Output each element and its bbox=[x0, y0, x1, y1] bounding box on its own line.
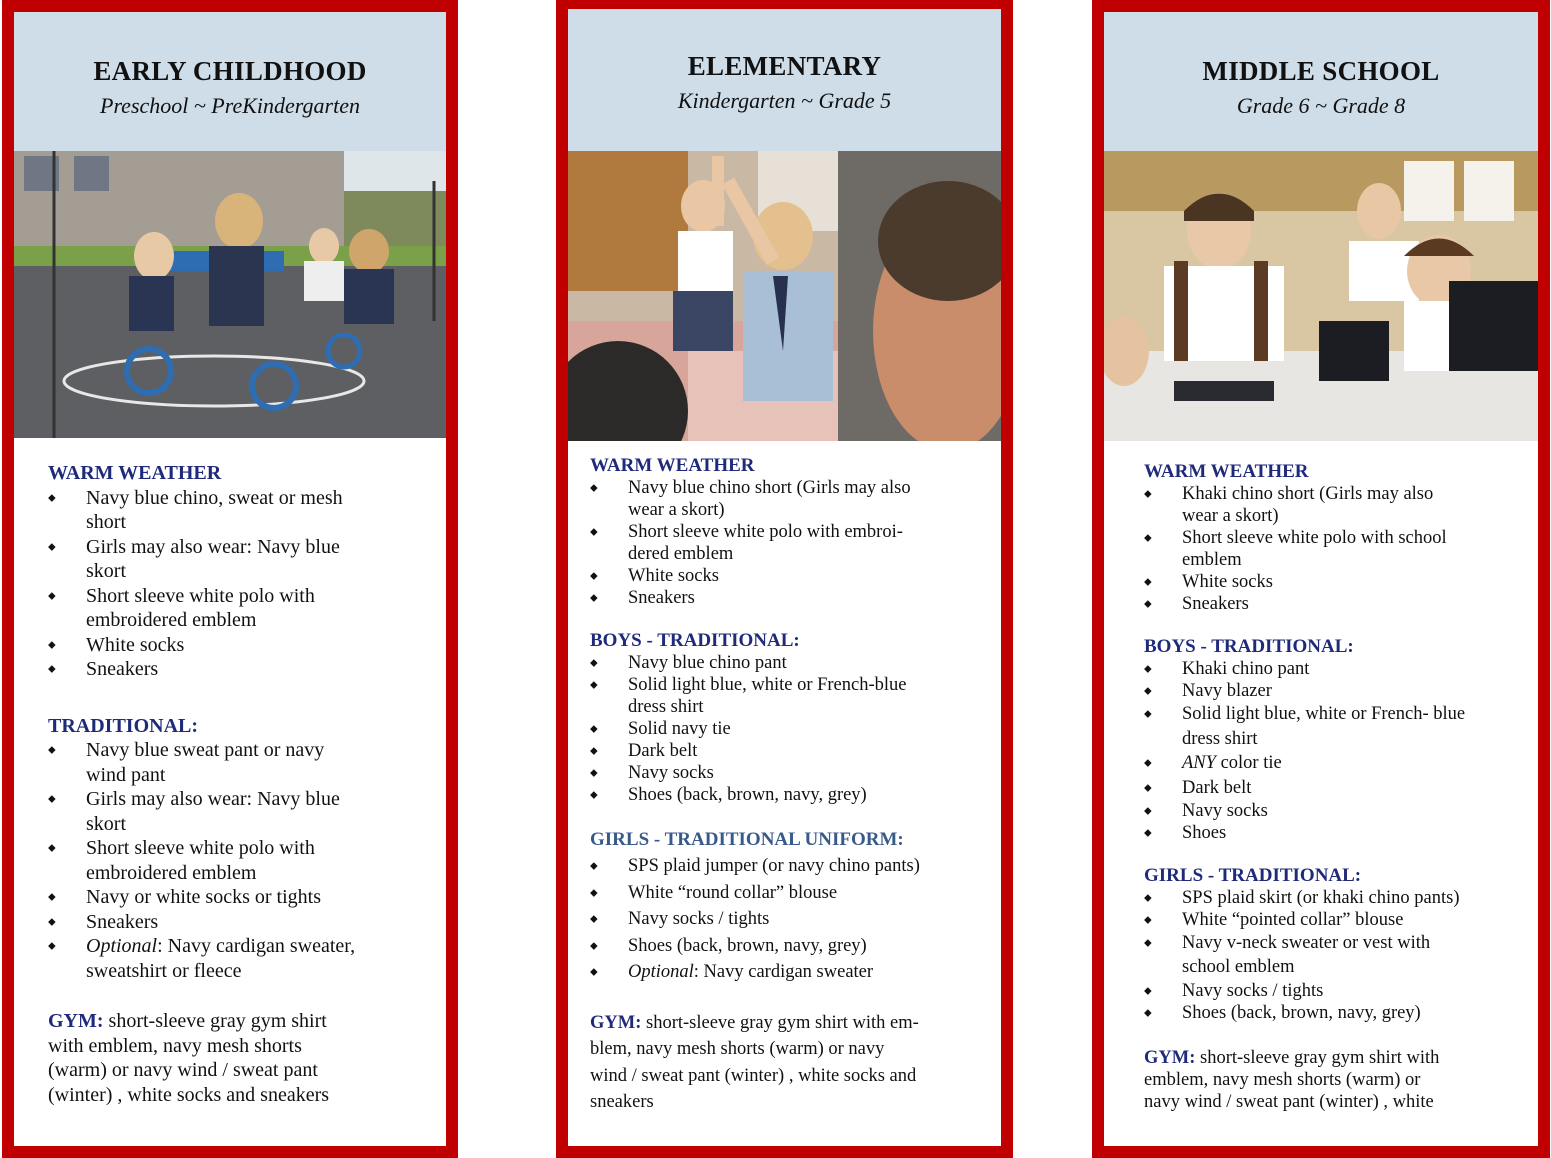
section-heading: BOYS - TRADITIONAL: bbox=[1144, 636, 1354, 657]
bullet-icon: ⬥ bbox=[48, 540, 56, 553]
list-item bbox=[48, 633, 428, 658]
section-heading: GIRLS - TRADITIONAL: bbox=[1144, 864, 1362, 886]
bullet-icon: ⬥ bbox=[48, 891, 56, 903]
bullet-icon: ⬥ bbox=[590, 966, 598, 978]
list-item bbox=[590, 784, 990, 806]
bullet-icon: ⬥ bbox=[590, 592, 598, 604]
item-line: Short sleeve white polo with school bbox=[1182, 528, 1447, 548]
item-line: short bbox=[86, 511, 126, 533]
panel-subtitle: Preschool ~ PreKindergarten bbox=[100, 93, 360, 118]
bullet-icon: ⬥ bbox=[590, 767, 598, 779]
bullet-icon: ⬥ bbox=[1144, 826, 1152, 839]
bullet-list bbox=[1144, 483, 1524, 615]
bullet-icon: ⬥ bbox=[590, 482, 598, 494]
gym-label: GYM: bbox=[590, 1012, 642, 1033]
list-item bbox=[590, 652, 990, 674]
list-item bbox=[48, 657, 428, 682]
list-item bbox=[1144, 931, 1524, 980]
item-line: Navy socks bbox=[628, 763, 714, 783]
panel-title: EARLY CHILDHOOD bbox=[93, 56, 367, 86]
item-line: emblem bbox=[1182, 550, 1242, 570]
list-item bbox=[1144, 680, 1524, 702]
list-item bbox=[590, 959, 990, 986]
panel-body bbox=[590, 455, 990, 1116]
panel-header bbox=[14, 12, 446, 151]
item-line: Navy v-neck sweater or vest with bbox=[1182, 932, 1431, 953]
list-item bbox=[590, 587, 990, 609]
item-line: Dark belt bbox=[628, 741, 698, 761]
section-heading: WARM WEATHER bbox=[590, 455, 755, 476]
item-line: dered emblem bbox=[628, 544, 734, 564]
bullet-icon: ⬥ bbox=[1144, 781, 1152, 794]
item-line: Khaki chino pant bbox=[1182, 659, 1310, 679]
list-item bbox=[590, 853, 990, 880]
gym-line: wind / sweat pant (winter) , white socks and bbox=[590, 1065, 917, 1086]
bullet-icon: ⬥ bbox=[1144, 984, 1152, 997]
item-italic: ANY bbox=[1182, 753, 1216, 773]
item-line: Sneakers bbox=[628, 588, 695, 608]
item-line: Navy blue sweat pant or navy bbox=[86, 739, 325, 761]
gym-line: emblem, navy mesh shorts (warm) or bbox=[1144, 1069, 1421, 1090]
panel-subtitle: Kindergarten ~ Grade 5 bbox=[677, 88, 892, 113]
panel-content bbox=[14, 12, 446, 1146]
list-item bbox=[590, 718, 990, 740]
item-line: Navy blazer bbox=[1182, 681, 1272, 701]
item-line: White “pointed collar” blouse bbox=[1182, 909, 1404, 930]
bullet-icon: ⬥ bbox=[1144, 532, 1152, 544]
bullet-icon: ⬥ bbox=[1144, 1006, 1152, 1019]
list-item bbox=[590, 906, 990, 933]
list-item bbox=[1144, 800, 1524, 822]
list-item bbox=[590, 762, 990, 784]
bullet-icon: ⬥ bbox=[590, 657, 598, 669]
list-item bbox=[1144, 483, 1524, 527]
bullet-icon: ⬥ bbox=[48, 638, 56, 651]
gym-label: GYM: bbox=[1144, 1047, 1196, 1068]
panel-content bbox=[568, 9, 1001, 1146]
panel-body bbox=[48, 461, 428, 1107]
item-line: Sneakers bbox=[86, 658, 159, 680]
gym-line: with emblem, navy mesh shorts bbox=[48, 1034, 302, 1057]
gym-note bbox=[590, 1010, 990, 1116]
panel-content bbox=[1104, 12, 1538, 1146]
item-line: Dark belt bbox=[1182, 777, 1252, 798]
list-item bbox=[48, 934, 428, 983]
panel-elementary bbox=[556, 0, 1013, 1158]
list-item bbox=[48, 910, 428, 935]
gym-line: short-sleeve gray gym shirt with em- bbox=[641, 1012, 919, 1033]
bullet-icon: ⬥ bbox=[590, 679, 598, 691]
bullet-icon: ⬥ bbox=[590, 913, 598, 925]
gym-line: blem, navy mesh shorts (warm) or navy bbox=[590, 1039, 885, 1059]
gym-line: navy wind / sweat pant (winter) , white bbox=[1144, 1091, 1434, 1112]
item-line: Sneakers bbox=[1182, 594, 1249, 614]
list-item bbox=[590, 933, 990, 960]
bullet-icon: ⬥ bbox=[1144, 936, 1152, 949]
list-item bbox=[1144, 776, 1524, 800]
item-line: SPS plaid jumper (or navy chino pants) bbox=[628, 856, 920, 876]
list-item bbox=[1144, 702, 1524, 751]
item-line: wear a skort) bbox=[628, 500, 725, 520]
item-line: White socks bbox=[628, 566, 719, 586]
panel-header bbox=[1104, 12, 1538, 151]
bullet-icon: ⬥ bbox=[1144, 685, 1152, 697]
item-line: Sneakers bbox=[86, 910, 159, 933]
item-line: Solid light blue, white or French- blue bbox=[1182, 704, 1466, 724]
gym-line: (warm) or navy wind / sweat pant bbox=[48, 1059, 318, 1081]
item-italic: Optional bbox=[86, 935, 158, 957]
item-line: Shoes bbox=[1182, 822, 1227, 843]
bullet-icon: ⬥ bbox=[48, 940, 56, 952]
item-italic: Optional bbox=[628, 962, 694, 982]
panel-subtitle: Grade 6 ~ Grade 8 bbox=[1236, 93, 1406, 118]
bullet-icon: ⬥ bbox=[590, 789, 598, 801]
list-item bbox=[48, 486, 428, 535]
list-item bbox=[590, 740, 990, 762]
item-line: Navy or white socks or tights bbox=[86, 886, 321, 908]
panel-title: ELEMENTARY bbox=[687, 51, 882, 81]
gym-line: short-sleeve gray gym shirt bbox=[103, 1010, 327, 1032]
photo-preschool-playground bbox=[14, 151, 446, 438]
bullet-icon: ⬥ bbox=[48, 793, 56, 805]
bullet-list bbox=[590, 853, 990, 986]
item-line: Solid light blue, white or French-blue bbox=[628, 675, 907, 695]
bullet-icon: ⬥ bbox=[1144, 663, 1152, 675]
list-item bbox=[590, 521, 990, 565]
list-item bbox=[1144, 593, 1524, 615]
item-line: : Navy cardigan sweater, bbox=[157, 935, 356, 957]
gym-line: sneakers bbox=[590, 1092, 654, 1112]
item-line: color tie bbox=[1215, 753, 1282, 773]
bullet-icon: ⬥ bbox=[48, 491, 56, 504]
item-line: Navy blue chino pant bbox=[628, 653, 787, 673]
bullet-icon: ⬥ bbox=[1144, 576, 1152, 588]
section-heading: WARM WEATHER bbox=[48, 462, 222, 484]
bullet-list bbox=[48, 738, 428, 983]
list-item bbox=[590, 477, 990, 521]
bullet-list bbox=[1144, 658, 1524, 844]
item-line: school emblem bbox=[1182, 957, 1295, 977]
list-item bbox=[1144, 658, 1524, 680]
bullet-icon: ⬥ bbox=[48, 744, 56, 756]
list-item bbox=[1144, 1002, 1524, 1024]
item-line: skort bbox=[86, 560, 126, 582]
section-heading: TRADITIONAL: bbox=[48, 714, 199, 737]
bullet-list bbox=[590, 477, 990, 609]
bullet-icon: ⬥ bbox=[1144, 488, 1152, 500]
item-line: dress shirt bbox=[1182, 728, 1258, 749]
item-line: White socks bbox=[1182, 572, 1273, 592]
list-item bbox=[48, 885, 428, 910]
bullet-icon: ⬥ bbox=[48, 842, 56, 854]
gym-label: GYM: bbox=[48, 1010, 104, 1032]
item-line: dress shirt bbox=[628, 697, 704, 717]
bullet-icon: ⬥ bbox=[1144, 804, 1152, 817]
item-line: Khaki chino short (Girls may also bbox=[1182, 484, 1434, 504]
photo-middle-school-classroom bbox=[1104, 151, 1538, 441]
item-line: Navy socks bbox=[1182, 800, 1268, 821]
item-line: Shoes (back, brown, navy, grey) bbox=[628, 785, 867, 805]
item-line: : Navy cardigan sweater bbox=[693, 962, 874, 982]
item-line: Navy socks / tights bbox=[628, 909, 770, 929]
item-line: Girls may also wear: Navy blue bbox=[86, 535, 340, 558]
bullet-icon: ⬥ bbox=[590, 723, 598, 735]
bullet-icon: ⬥ bbox=[590, 526, 598, 538]
section-heading: BOYS - TRADITIONAL: bbox=[590, 630, 800, 651]
item-line: embroidered emblem bbox=[86, 609, 257, 631]
panel-middle-school bbox=[1092, 0, 1550, 1158]
list-item bbox=[590, 565, 990, 587]
list-item bbox=[1144, 751, 1524, 776]
bullet-list bbox=[48, 486, 428, 682]
panel-body bbox=[1144, 461, 1524, 1113]
list-item bbox=[1144, 887, 1524, 909]
item-line: Short sleeve white polo with bbox=[86, 584, 315, 607]
list-item bbox=[48, 535, 428, 584]
item-line: skort bbox=[86, 812, 126, 835]
list-item bbox=[1144, 909, 1524, 931]
panel-title: MIDDLE SCHOOL bbox=[1202, 56, 1440, 86]
list-item bbox=[590, 880, 990, 907]
bullet-icon: ⬥ bbox=[590, 570, 598, 582]
gym-note bbox=[48, 1009, 428, 1107]
gym-line: (winter) , white socks and sneakers bbox=[48, 1083, 330, 1106]
item-line: SPS plaid skirt (or khaki chino pants) bbox=[1182, 887, 1460, 908]
item-line: White socks bbox=[86, 633, 185, 656]
section-heading: WARM WEATHER bbox=[1144, 461, 1309, 482]
bullet-icon: ⬥ bbox=[48, 589, 56, 602]
item-line: Navy socks / tights bbox=[1182, 980, 1324, 1001]
item-line: Navy blue chino short (Girls may also bbox=[628, 478, 911, 498]
item-line: wind pant bbox=[86, 763, 166, 786]
panel-header bbox=[568, 9, 1001, 151]
list-item bbox=[48, 738, 428, 787]
panel-early-childhood bbox=[2, 0, 458, 1158]
bullet-icon: ⬥ bbox=[1144, 757, 1152, 769]
list-item bbox=[590, 674, 990, 718]
item-line: Short sleeve white polo with embroi- bbox=[628, 522, 903, 542]
item-line: wear a skort) bbox=[1182, 506, 1279, 526]
bullet-icon: ⬥ bbox=[1144, 708, 1152, 720]
bullet-list bbox=[590, 652, 990, 806]
list-item bbox=[1144, 571, 1524, 593]
item-line: Shoes (back, brown, navy, grey) bbox=[628, 935, 867, 956]
item-line: Solid navy tie bbox=[628, 719, 731, 739]
gym-line: short-sleeve gray gym shirt with bbox=[1195, 1047, 1440, 1068]
bullet-icon: ⬥ bbox=[48, 915, 56, 928]
item-line: White “round collar” blouse bbox=[628, 882, 838, 903]
gym-note bbox=[1144, 1047, 1524, 1113]
list-item bbox=[48, 787, 428, 836]
list-item bbox=[48, 584, 428, 633]
bullet-icon: ⬥ bbox=[48, 663, 56, 675]
bullet-icon: ⬥ bbox=[590, 860, 598, 872]
item-line: Girls may also wear: Navy blue bbox=[86, 788, 340, 810]
bullet-icon: ⬥ bbox=[590, 886, 598, 899]
item-line: Shoes (back, brown, navy, grey) bbox=[1182, 1002, 1421, 1023]
bullet-list bbox=[1144, 887, 1524, 1024]
section-heading: GIRLS - TRADITIONAL UNIFORM: bbox=[590, 829, 904, 850]
item-line: Short sleeve white polo with bbox=[86, 837, 315, 859]
item-line: Navy blue chino, sweat or mesh bbox=[86, 486, 343, 509]
bullet-icon: ⬥ bbox=[1144, 891, 1152, 904]
list-item bbox=[1144, 980, 1524, 1002]
list-item bbox=[1144, 527, 1524, 571]
bullet-icon: ⬥ bbox=[590, 745, 598, 757]
bullet-icon: ⬥ bbox=[1144, 598, 1152, 610]
bullet-icon: ⬥ bbox=[1144, 913, 1152, 926]
item-line: sweatshirt or fleece bbox=[86, 959, 242, 982]
photo-elementary-classroom bbox=[568, 151, 1001, 441]
item-line: embroidered emblem bbox=[86, 861, 257, 884]
list-item bbox=[48, 836, 428, 885]
bullet-icon: ⬥ bbox=[590, 939, 598, 952]
list-item bbox=[1144, 822, 1524, 844]
